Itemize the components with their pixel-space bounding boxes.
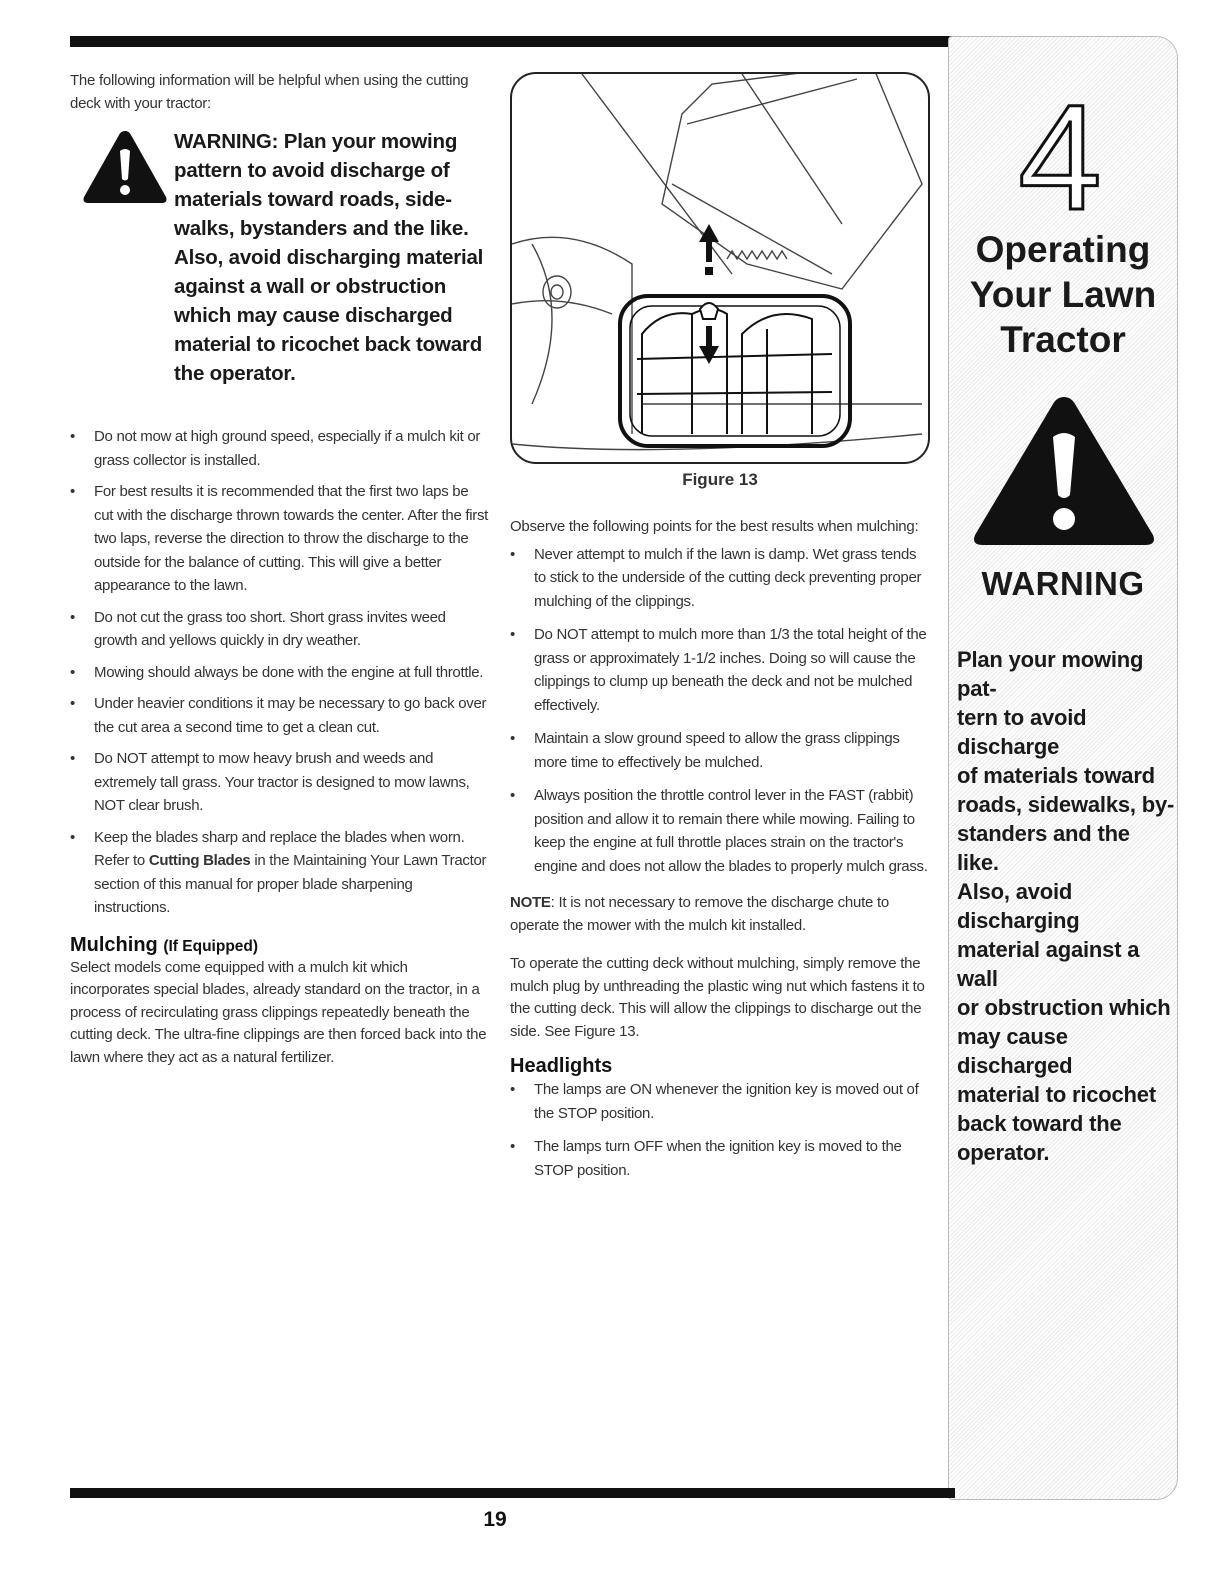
warning-text (174, 127, 494, 388)
chapter-title-line: Your Lawn (969, 274, 1157, 315)
warning-triangle-icon (80, 127, 170, 207)
sidebar-warning-line: of materials toward (957, 763, 1155, 788)
sidebar-warning-text (957, 645, 1177, 1167)
top-rule (70, 36, 955, 47)
list-item: • The lamps are ON whenever the ignition key is moved out of the STOP position. (510, 1078, 930, 1125)
mulching-heading: Mulching (If Equipped) (70, 933, 259, 956)
chapter-number (1005, 77, 1115, 227)
note-paragraph: NOTE: It is not necessary to remove the discharge chute to operate the mower with the mulch kit installed. (510, 894, 890, 934)
sidebar-warning-line: standers and the like. (957, 821, 1130, 875)
list-item: • For best results it is recommended that the first two laps be cut with the discharge thrown towards the center. After the first two laps, reverse the direction to throw the discharge to the outside for the balance of cutting. This will give a better appearance to the lawn. (70, 480, 490, 598)
sidebar-warning-line: tern to avoid discharge (957, 705, 1087, 759)
warning-line: material to ricochet back toward (174, 333, 483, 356)
headlights-list (510, 1078, 930, 1182)
chapter-title-line: Operating (975, 229, 1151, 270)
list-item: • Do not mow at high ground speed, especially if a mulch kit or grass collector is installed. (70, 425, 490, 472)
chapter-title (949, 227, 1177, 362)
sidebar-warning-line: material against a wall (957, 937, 1140, 991)
warning-line: pattern to avoid discharge of (174, 159, 450, 182)
bottom-rule (70, 1488, 955, 1498)
warning-block (70, 125, 490, 425)
warning-line: Also, avoid discharging material (174, 246, 484, 269)
warning-triangle-icon (969, 391, 1159, 551)
headlights-heading: Headlights (510, 1055, 613, 1077)
sidebar-warning-line: may cause discharged (957, 1024, 1073, 1078)
warning-line: the operator. (174, 362, 296, 385)
mowing-tips-list (70, 425, 490, 920)
chapter-sidebar (948, 36, 1178, 1500)
sidebar-warning-line: Plan your mowing pat- (957, 647, 1144, 701)
sidebar-warning-line: material to ricochet (957, 1082, 1156, 1107)
list-item: • Mowing should always be done with the engine at full throttle. (70, 661, 490, 685)
note-label: NOTE (510, 894, 551, 911)
sidebar-warning-line: back toward the (957, 1111, 1122, 1136)
mulching-paragraph: Select models come equipped with a mulch kit which incorporates special blades, already standard on the tractor, in a process of recirculating grass clippings repeatedly beneath the cutting deck. The ultra-fine clippings are then forced back into the lawn where they act as a natural fertilizer. (70, 958, 487, 1066)
intro-paragraph: The following information will be helpful when using the cutting deck with your tractor: (70, 72, 469, 112)
left-column (70, 70, 490, 1069)
list-item: • Keep the blades sharp and replace the blades when worn. Refer to Cutting Blades in the Maintaining Your Lawn Tractor section of this manual for proper blade sharpening instructions. (70, 826, 490, 920)
list-item: • The lamps turn OFF when the ignition key is moved to the STOP position. (510, 1135, 930, 1182)
list-item: • Maintain a slow ground speed to allow the grass clippings more time to effectively be mulched. (510, 727, 930, 774)
chapter-title-line: Tractor (1000, 319, 1126, 360)
figure-13-image (510, 72, 930, 464)
list-item: • Under heavier conditions it may be necessary to go back over the cut area a second time to get a clean cut. (70, 692, 490, 739)
mulch-plug-illustration (512, 74, 928, 462)
warning-line: walks, bystanders and the like. (174, 217, 469, 240)
sidebar-warning-line: operator. (957, 1140, 1050, 1165)
observe-paragraph: Observe the following points for the best results when mulching: (510, 518, 919, 535)
middle-column (510, 72, 930, 1192)
list-item: • Always position the throttle control lever in the FAST (rabbit) position and allow it to remain there while mowing. Failing to keep the engine at full throttle places strain on the tractor's engine and does not allow the blades to properly mulch grass. (510, 784, 930, 878)
figure-caption: Figure 13 (682, 470, 758, 489)
sidebar-warning-line: or obstruction which (957, 995, 1171, 1020)
list-item: • Never attempt to mulch if the lawn is damp. Wet grass tends to stick to the underside of the cutting deck preventing proper mulching of the clippings. (510, 543, 930, 614)
warning-line: materials toward roads, side- (174, 188, 452, 211)
list-item: • Do not cut the grass too short. Short grass invites weed growth and yellows quickly in dry weather. (70, 606, 490, 653)
list-item: • Do NOT attempt to mow heavy brush and weeds and extremely tall grass. Your tractor is designed to mow lawns, NOT clear brush. (70, 747, 490, 818)
operate-paragraph: To operate the cutting deck without mulching, simply remove the mulch plug by unthreading the plastic wing nut which fastens it to the cutting deck. This will allow the clippings to discharge out the side. See Figure 13. (510, 955, 925, 1040)
sidebar-warning-heading: WARNING (981, 565, 1145, 602)
sidebar-warning-line: Also, avoid discharging (957, 879, 1080, 933)
chapter-number-text: 4 (1018, 77, 1102, 227)
page-number: 19 (483, 1508, 507, 1531)
warning-line: WARNING: Plan your mowing (174, 130, 458, 153)
warning-line: against a wall or obstruction (174, 275, 447, 298)
list-item: • Do NOT attempt to mulch more than 1/3 the total height of the grass or approximately 1-1/2 inches. Doing so will cause the clippings to clump up beneath the deck and not be mulched effectively. (510, 623, 930, 717)
cutting-blades-ref: Cutting Blades (148, 852, 251, 869)
warning-line: which may cause discharged (174, 304, 453, 327)
sidebar-warning-line: roads, sidewalks, by- (957, 792, 1175, 817)
mulching-tips-list (510, 543, 930, 879)
